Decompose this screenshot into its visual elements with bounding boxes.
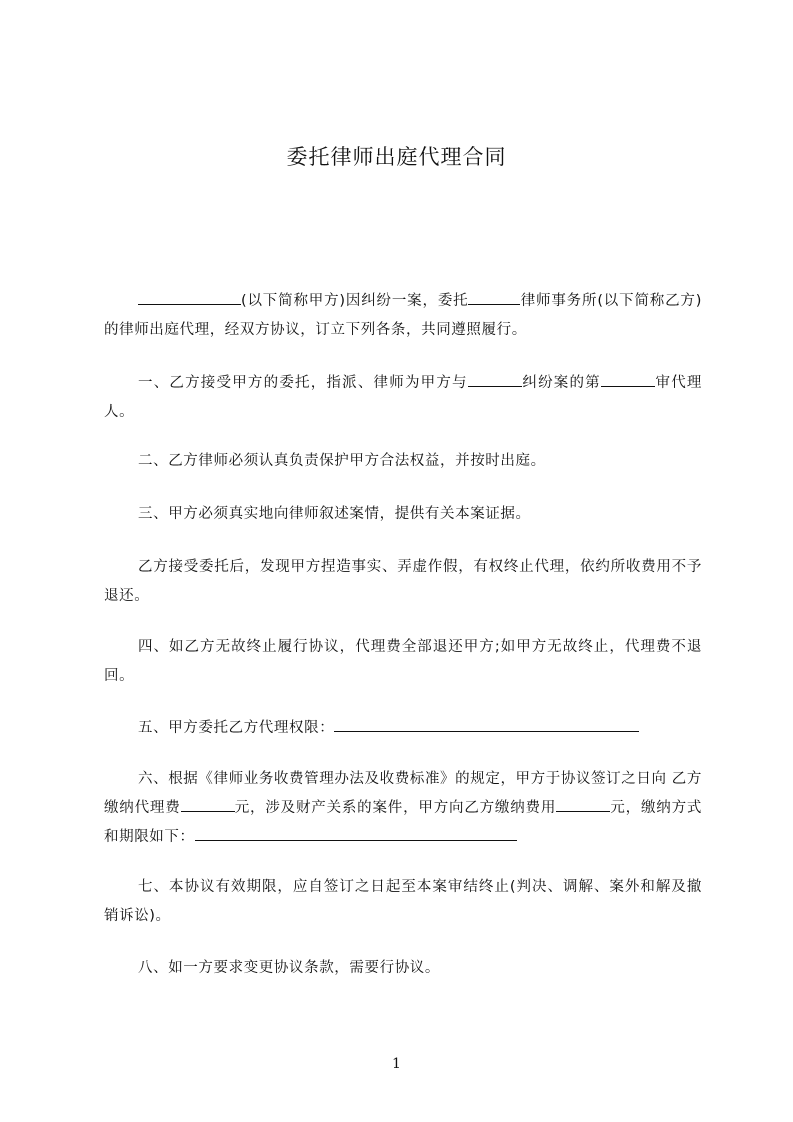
agency-fee-blank: [181, 796, 235, 812]
clause-7-paragraph: 七、本协议有效期限，应自签订之日起至本案审结终止(判决、调解、案外和解及撤销诉讼)。: [104, 879, 702, 924]
clause-4-paragraph: 四、如乙方无故终止履行协议，代理费全部退还甲方;如甲方无故终止，代理费不退回。: [104, 639, 702, 684]
document-title: 委托律师出庭代理合同: [286, 145, 507, 169]
clause-1-text-2: 纠纷案的第: [521, 375, 601, 391]
preamble-text-2: 律师事务所(以下简称乙方)的律师出庭代理，经双方协议，订立下列各条，共同遵照履行。: [104, 293, 702, 338]
clause-1-text-3: 审代理人。: [104, 375, 702, 420]
page-number: 1: [392, 1056, 401, 1072]
authority-scope-blank: [334, 716, 639, 732]
clause-6-text-2: 元，涉及财产关系的案件，甲方向乙方缴纳费用: [234, 800, 557, 816]
clause-6-text-3: 元，缴纳方式和期限如下：: [104, 800, 702, 845]
payment-method-blank: [195, 825, 517, 841]
property-fee-blank: [556, 796, 610, 812]
clause-8-paragraph: 八、如一方要求变更协议条款，需要行协议。: [138, 960, 440, 976]
preamble-paragraph: [104, 287, 702, 345]
clause-3-note-paragraph: 乙方接受委托后，发现甲方捏造事实、弄虚作假，有权终止代理，依约所收费用不予退还。: [104, 559, 702, 604]
party-a-blank: [138, 289, 241, 305]
law-firm-blank: [468, 289, 520, 305]
clause-5-text-1: 五、甲方委托乙方代理权限：: [138, 720, 335, 736]
preamble-text-1: (以下简称甲方)因纠纷一案，委托: [241, 293, 469, 309]
clause-6-paragraph: [104, 765, 702, 852]
trial-instance-blank: [601, 371, 655, 387]
clause-5-paragraph: [104, 714, 702, 743]
clause-1-text-1: 一、乙方接受甲方的委托，指派、律师为甲方与: [138, 375, 468, 391]
clause-3-paragraph: 三、甲方必须真实地向律师叙述案情，提供有关本案证据。: [138, 506, 531, 522]
clause-6-text-1: 六、根据《律师业务收费管理办法及收费标准》的规定，甲方于协议签订之日向 乙方缴纳代理费: [104, 771, 702, 816]
clause-1-paragraph: [104, 369, 702, 427]
dispute-party-blank: [468, 371, 522, 387]
clause-2-paragraph: 二、乙方律师必须认真负责保护甲方合法权益，并按时出庭。: [138, 453, 546, 469]
